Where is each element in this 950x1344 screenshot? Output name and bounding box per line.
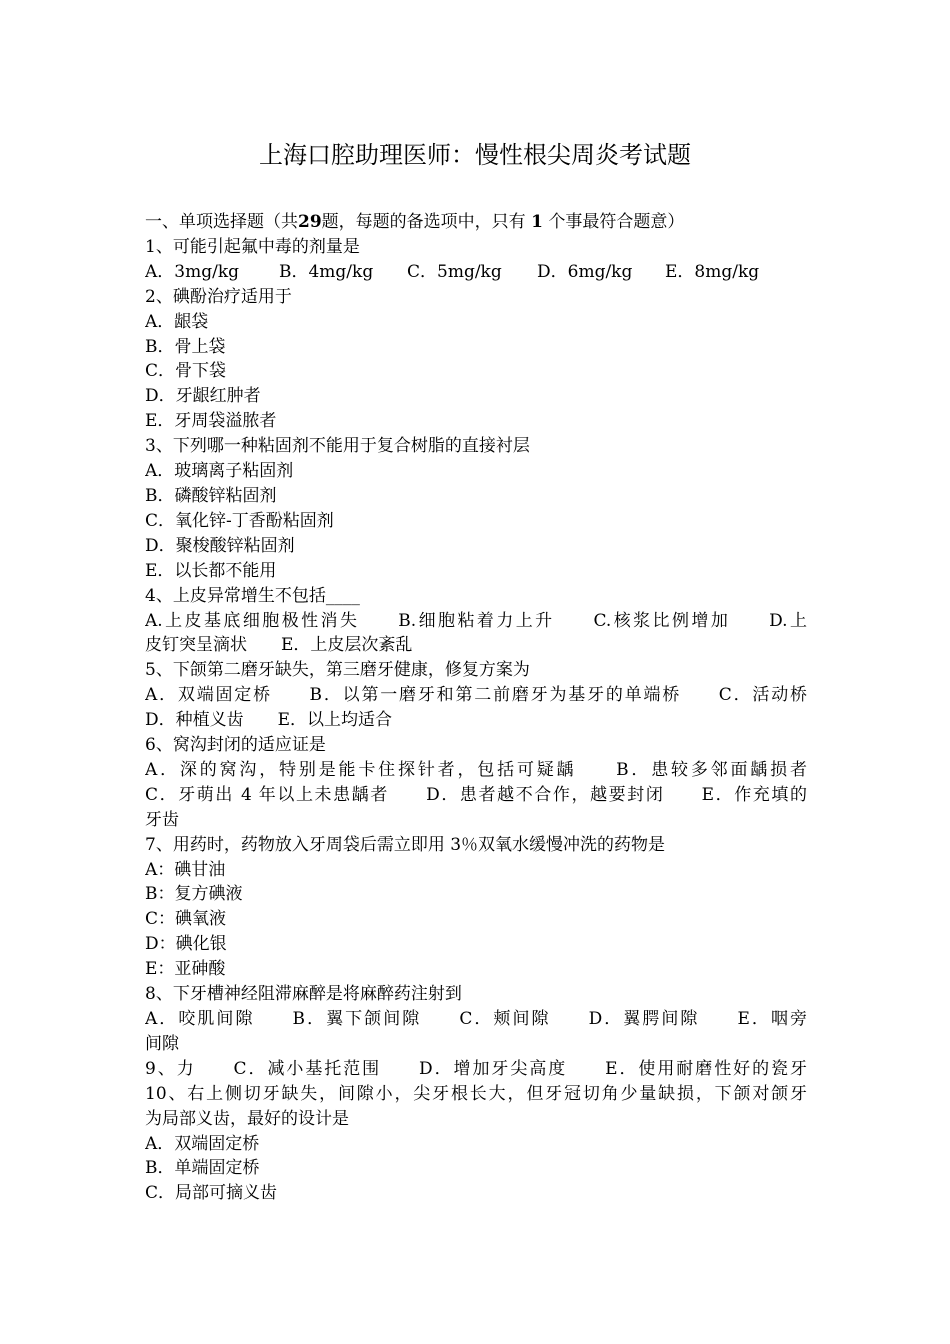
option: C．局部可摘义齿 bbox=[145, 1183, 278, 1204]
option: B．磷酸锌粘固剂 bbox=[145, 485, 277, 506]
question-stem: 3、下列哪一种粘固剂不能用于复合树脂的直接衬层 bbox=[145, 436, 530, 457]
question-stem: 为局部义齿，最好的设计是 bbox=[145, 1108, 349, 1129]
question-stem: 4、上皮异常增生不包括____ bbox=[145, 585, 360, 606]
question-stem: 8、下牙槽神经阻滞麻醉是将麻醉药注射到 bbox=[145, 984, 462, 1005]
option: D．牙龈红肿者 bbox=[145, 386, 261, 407]
option: A．3mg/kg bbox=[145, 261, 240, 282]
option: D：碘化银 bbox=[145, 934, 227, 955]
option: E．以长都不能用 bbox=[145, 560, 277, 581]
option: C．骨下袋 bbox=[145, 361, 227, 382]
option: B．骨上袋 bbox=[145, 336, 226, 357]
option: B：复方碘液 bbox=[145, 884, 243, 905]
question-stem: 10、右上侧切牙缺失，间隙小，尖牙根长大，但牙冠切角少量缺损，下颌对颌牙 bbox=[145, 1083, 807, 1104]
question-stem: 1、可能引起氟中毒的剂量是 bbox=[145, 236, 360, 257]
option: C．5mg/kg bbox=[407, 261, 502, 282]
option-row: A．咬肌间隙 B．翼下颌间隙 C．颊间隙 D．翼腭间隙 E．咽旁 bbox=[145, 1009, 807, 1029]
option-row: 牙齿 bbox=[145, 809, 179, 830]
section-heading-text: 个事最符合题意） bbox=[548, 212, 685, 232]
question-stem: 5、下颌第二磨牙缺失，第三磨牙健康，修复方案为 bbox=[145, 660, 530, 681]
page-title: 上海口腔助理医师：慢性根尖周炎考试题 bbox=[259, 141, 691, 169]
section-heading-text: 题，每题的备选项中，只有 bbox=[321, 212, 526, 232]
section-heading bbox=[145, 210, 807, 235]
option: E．牙周袋溢脓者 bbox=[145, 411, 277, 432]
option-row: D．种植义齿 E．以上均适合 bbox=[145, 710, 393, 731]
section-heading-text: 一、单项选择题（共 bbox=[145, 212, 298, 232]
option: D．6mg/kg bbox=[537, 261, 633, 282]
option: A．玻璃离子粘固剂 bbox=[145, 461, 294, 482]
option-row: A．深的窝沟，特别是能卡住探针者，包括可疑龋 B．患较多邻面龋损者 bbox=[145, 759, 807, 780]
exam-body bbox=[145, 210, 807, 1206]
option: C：碘氧液 bbox=[145, 909, 227, 930]
option: B．单端固定桥 bbox=[145, 1158, 260, 1179]
question-count: 29 bbox=[298, 212, 322, 232]
option: A．双端固定桥 bbox=[145, 1133, 260, 1154]
option: E：亚砷酸 bbox=[145, 959, 226, 980]
option: A．龈袋 bbox=[145, 311, 209, 332]
question-stem: 6、窝沟封闭的适应证是 bbox=[145, 735, 326, 756]
question-stem: 7、用药时，药物放入牙周袋后需立即用 3％双氧水缓慢冲洗的药物是 bbox=[145, 834, 666, 855]
option: E．8mg/kg bbox=[665, 261, 760, 282]
option: C．氧化锌-丁香酚粘固剂 bbox=[145, 510, 334, 531]
option: A：碘甘油 bbox=[145, 859, 226, 880]
option-row: A．双端固定桥 B．以第一磨牙和第二前磨牙为基牙的单端桥 C．活动桥 bbox=[145, 685, 807, 706]
question-stem: 9、力 C．减小基托范围 D．增加牙尖高度 E．使用耐磨性好的瓷牙 bbox=[145, 1058, 807, 1079]
option-row: 皮钉突呈滴状 E．上皮层次紊乱 bbox=[145, 635, 413, 656]
option-row: A.上皮基底细胞极性消失 B.细胞粘着力上升 C.核浆比例增加 D.上 bbox=[145, 610, 807, 631]
answer-count: 1 bbox=[531, 212, 543, 232]
question-stem: 2、碘酚治疗适用于 bbox=[145, 286, 292, 307]
option: B．4mg/kg bbox=[279, 261, 374, 282]
option-row bbox=[145, 260, 807, 285]
option-row: C．牙萌出 4 年以上未患龋者 D．患者越不合作，越要封闭 E．作充填的 bbox=[145, 784, 807, 805]
option-row: 间隙 bbox=[145, 1033, 179, 1054]
option: D．聚梭酸锌粘固剂 bbox=[145, 535, 295, 556]
